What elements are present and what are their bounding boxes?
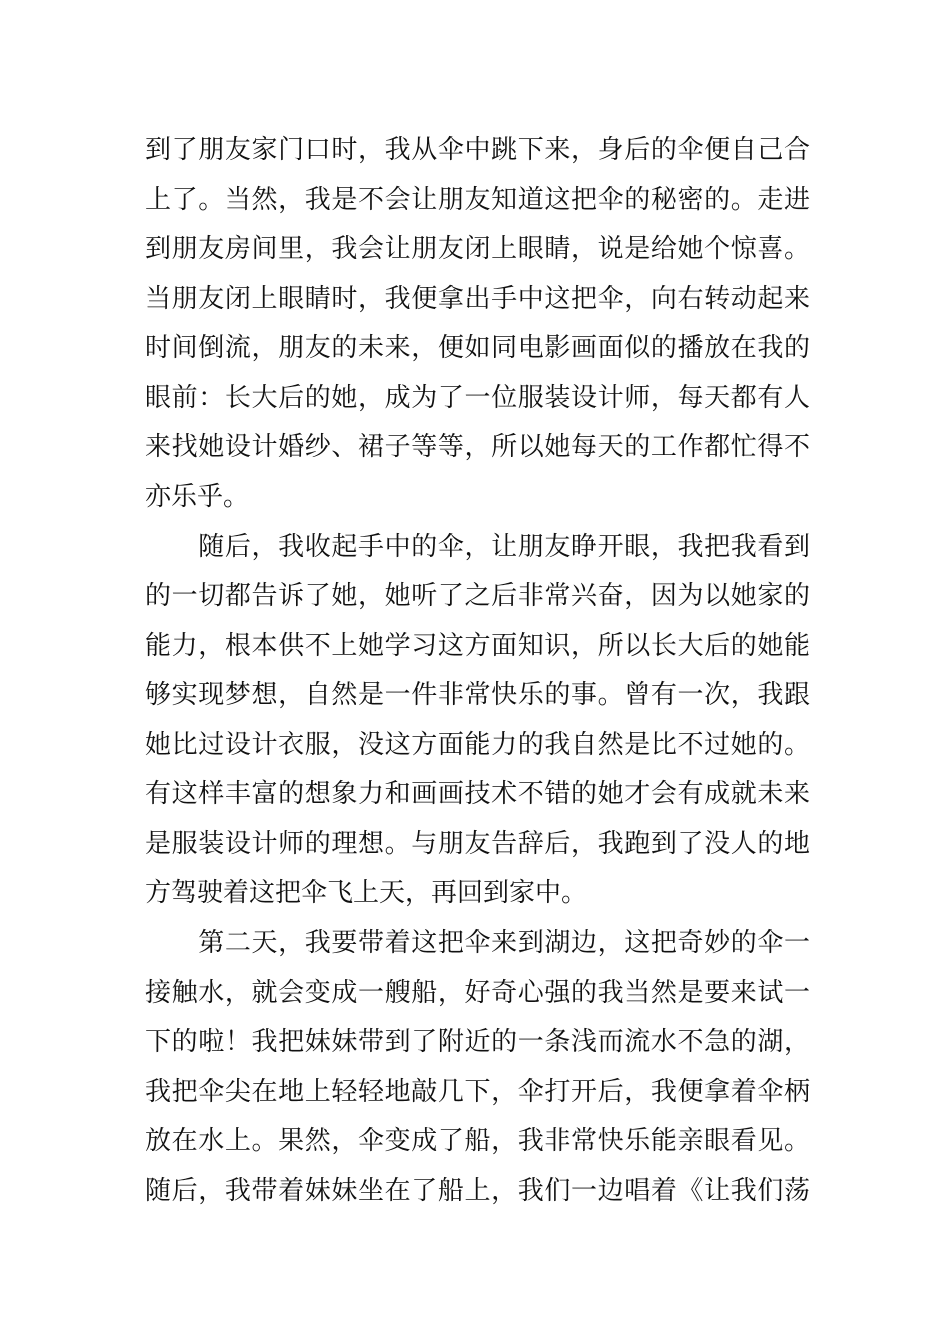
text-line: 下的啦！我把妹妹带到了附近的一条浅而流水不急的湖，	[145, 1027, 810, 1057]
text-line: 她比过设计衣服，没这方面能力的我自然是比不过她的。	[145, 730, 810, 760]
text-line: 来找她设计婚纱、裙子等等，所以她每天的工作都忙得不	[145, 432, 810, 462]
text-line: 是服装设计师的理想。与朋友告辞后，我跑到了没人的地	[145, 829, 810, 859]
text-line: 放在水上。果然，伞变成了船，我非常快乐能亲眼看见。	[145, 1126, 810, 1156]
text-line: 方驾驶着这把伞飞上天，再回到家中。	[145, 878, 588, 908]
text-line: 亦乐乎。	[145, 482, 250, 512]
paragraph-start-line: 第二天，我要带着这把伞来到湖边，这把奇妙的伞一	[145, 928, 810, 958]
text-line: 随后，我带着妹妹坐在了船上，我们一边唱着《让我们荡	[145, 1176, 810, 1206]
paragraph-start-line: 随后，我收起手中的伞，让朋友睁开眼，我把我看到	[145, 532, 810, 562]
text-line: 接触水，就会变成一艘船，好奇心强的我当然是要来试一	[145, 978, 810, 1008]
text-line: 上了。当然，我是不会让朋友知道这把伞的秘密的。走进	[145, 185, 810, 215]
text-line: 当朋友闭上眼睛时，我便拿出手中这把伞，向右转动起来	[145, 284, 810, 314]
text-line: 眼前：长大后的她，成为了一位服装设计师，每天都有人	[145, 383, 810, 413]
text-line: 够实现梦想，自然是一件非常快乐的事。曾有一次，我跟	[145, 680, 810, 710]
text-line: 的一切都告诉了她，她听了之后非常兴奋，因为以她家的	[145, 581, 810, 611]
text-line: 有这样丰富的想象力和画画技术不错的她才会有成就未来	[145, 779, 810, 809]
text-line: 能力，根本供不上她学习这方面知识，所以长大后的她能	[145, 631, 810, 661]
text-line: 时间倒流，朋友的未来，便如同电影画面似的播放在我的	[145, 333, 810, 363]
text-line: 我把伞尖在地上轻轻地敲几下，伞打开后，我便拿着伞柄	[145, 1077, 810, 1107]
text-line: 到朋友房间里，我会让朋友闭上眼睛，说是给她个惊喜。	[145, 234, 810, 264]
text-line: 到了朋友家门口时，我从伞中跳下来，身后的伞便自己合	[145, 135, 810, 165]
